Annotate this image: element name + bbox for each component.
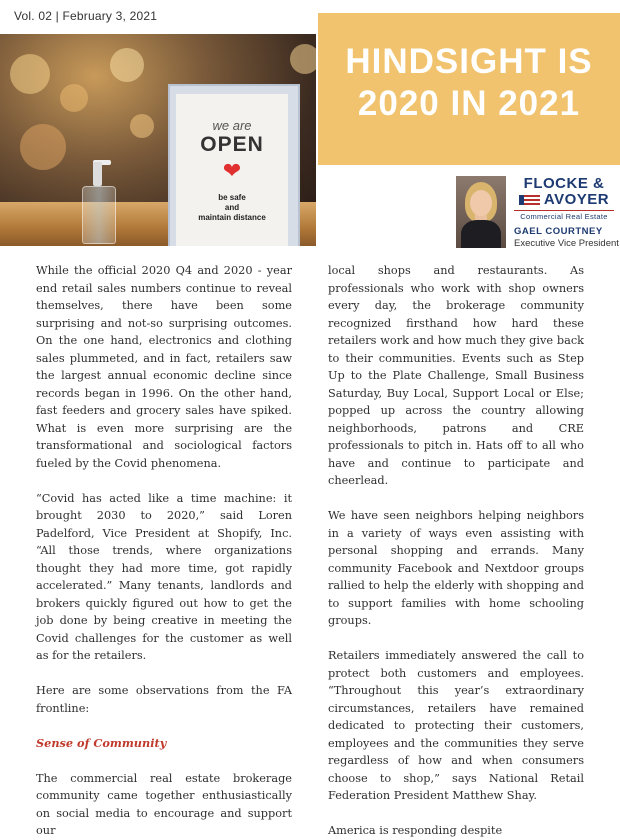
sanitizer-bottle xyxy=(82,186,116,244)
sign-line-and: and xyxy=(224,203,240,212)
sign-line-we-are: we are xyxy=(212,118,252,133)
article-paragraph: The commercial real estate brokerage community came together enthusiastically on social media to encourage and support our xyxy=(36,771,292,837)
open-sign xyxy=(176,94,288,246)
brand-name-line1: FLOCKE & xyxy=(523,175,605,192)
article-paragraph: Here are some observations from the FA frontline: xyxy=(36,684,292,715)
sign-line-open: OPEN xyxy=(200,133,264,156)
storefront-photo xyxy=(0,34,316,246)
article-column-right xyxy=(328,262,584,840)
article-paragraph: We have seen neighbors helping neighbors in a variety of ways even assisting with personal shopping and errands. Many community Facebook and Nextdoor groups rallied to help the elderly with shopping and to support families with home schooling groups. xyxy=(328,509,584,627)
article-column-left xyxy=(36,262,292,840)
article-paragraph: “Covid has acted like a time machine: it brought 2030 to 2020,” said Loren Padelford, Vice President at Shopify, Inc. “All those trends, where organizations thought they had more time, got rapidly accelerated.” Many tenants, landlords and brokers quickly figured out how to get the job done by being creative in meeting the Covid challenges for the customer as well as for the retailers. xyxy=(36,491,292,662)
author-title: Executive Vice President xyxy=(514,238,619,249)
issue-line: Vol. 02 | February 3, 2021 xyxy=(14,9,158,23)
flag-icon xyxy=(519,195,540,205)
brand-logo xyxy=(514,176,614,208)
article-paragraph: Retailers immediately answered the call to protect both customers and employees. “Throughout this year’s extraordinary circumstances, retailers have remained dedicated to protecting their customers, employees and the communities they serve regardless of how and when consumers choose to shop,” says National Retail Federation President Matthew Shay. xyxy=(328,649,584,802)
sign-line-be-safe: be safe xyxy=(218,193,246,202)
brand-name-line2: AVOYER xyxy=(543,191,610,208)
sign-line-distance: maintain distance xyxy=(198,213,266,222)
brand-tagline: Commercial Real Estate xyxy=(514,210,614,221)
author-name: GAEL COURTNEY xyxy=(514,226,603,237)
headline-title: HINDSIGHT IS 2020 IN 2021 xyxy=(345,42,593,123)
article-paragraph: local shops and restaurants. As professionals who work with shop owners every day, the brokerage community recognized firsthand how hard these retailers work and how much they give back to their communities. Events such as Step Up to the Plate Challenge, Small Business Saturday, Buy Local, Support Local or Else; popped up across the country allowing neighborhoods, patrons and CRE professionals to pitch in. Hats off to all who have and continue to participate and cheerlead. xyxy=(328,264,584,487)
article-paragraph: While the official 2020 Q4 and 2020 - year end retail sales numbers continue to reveal themselves, there have been some surprising and not-so surprising outcomes. On the one hand, electronics and clothing sales plummeted, and in fact, retailers saw the largest annual economic decline since records began in 1996. On the other hand, fast feeders and grocery sales have spiked. What is even more surprising are the transformational and sociological factors fueled by the Covid phenomena. xyxy=(36,264,292,470)
headline-box xyxy=(318,13,620,165)
heart-icon: ❤ xyxy=(222,159,242,184)
article-paragraph: America is responding despite xyxy=(328,824,503,837)
section-subhead: Sense of Community xyxy=(36,735,167,750)
author-headshot xyxy=(456,176,506,248)
